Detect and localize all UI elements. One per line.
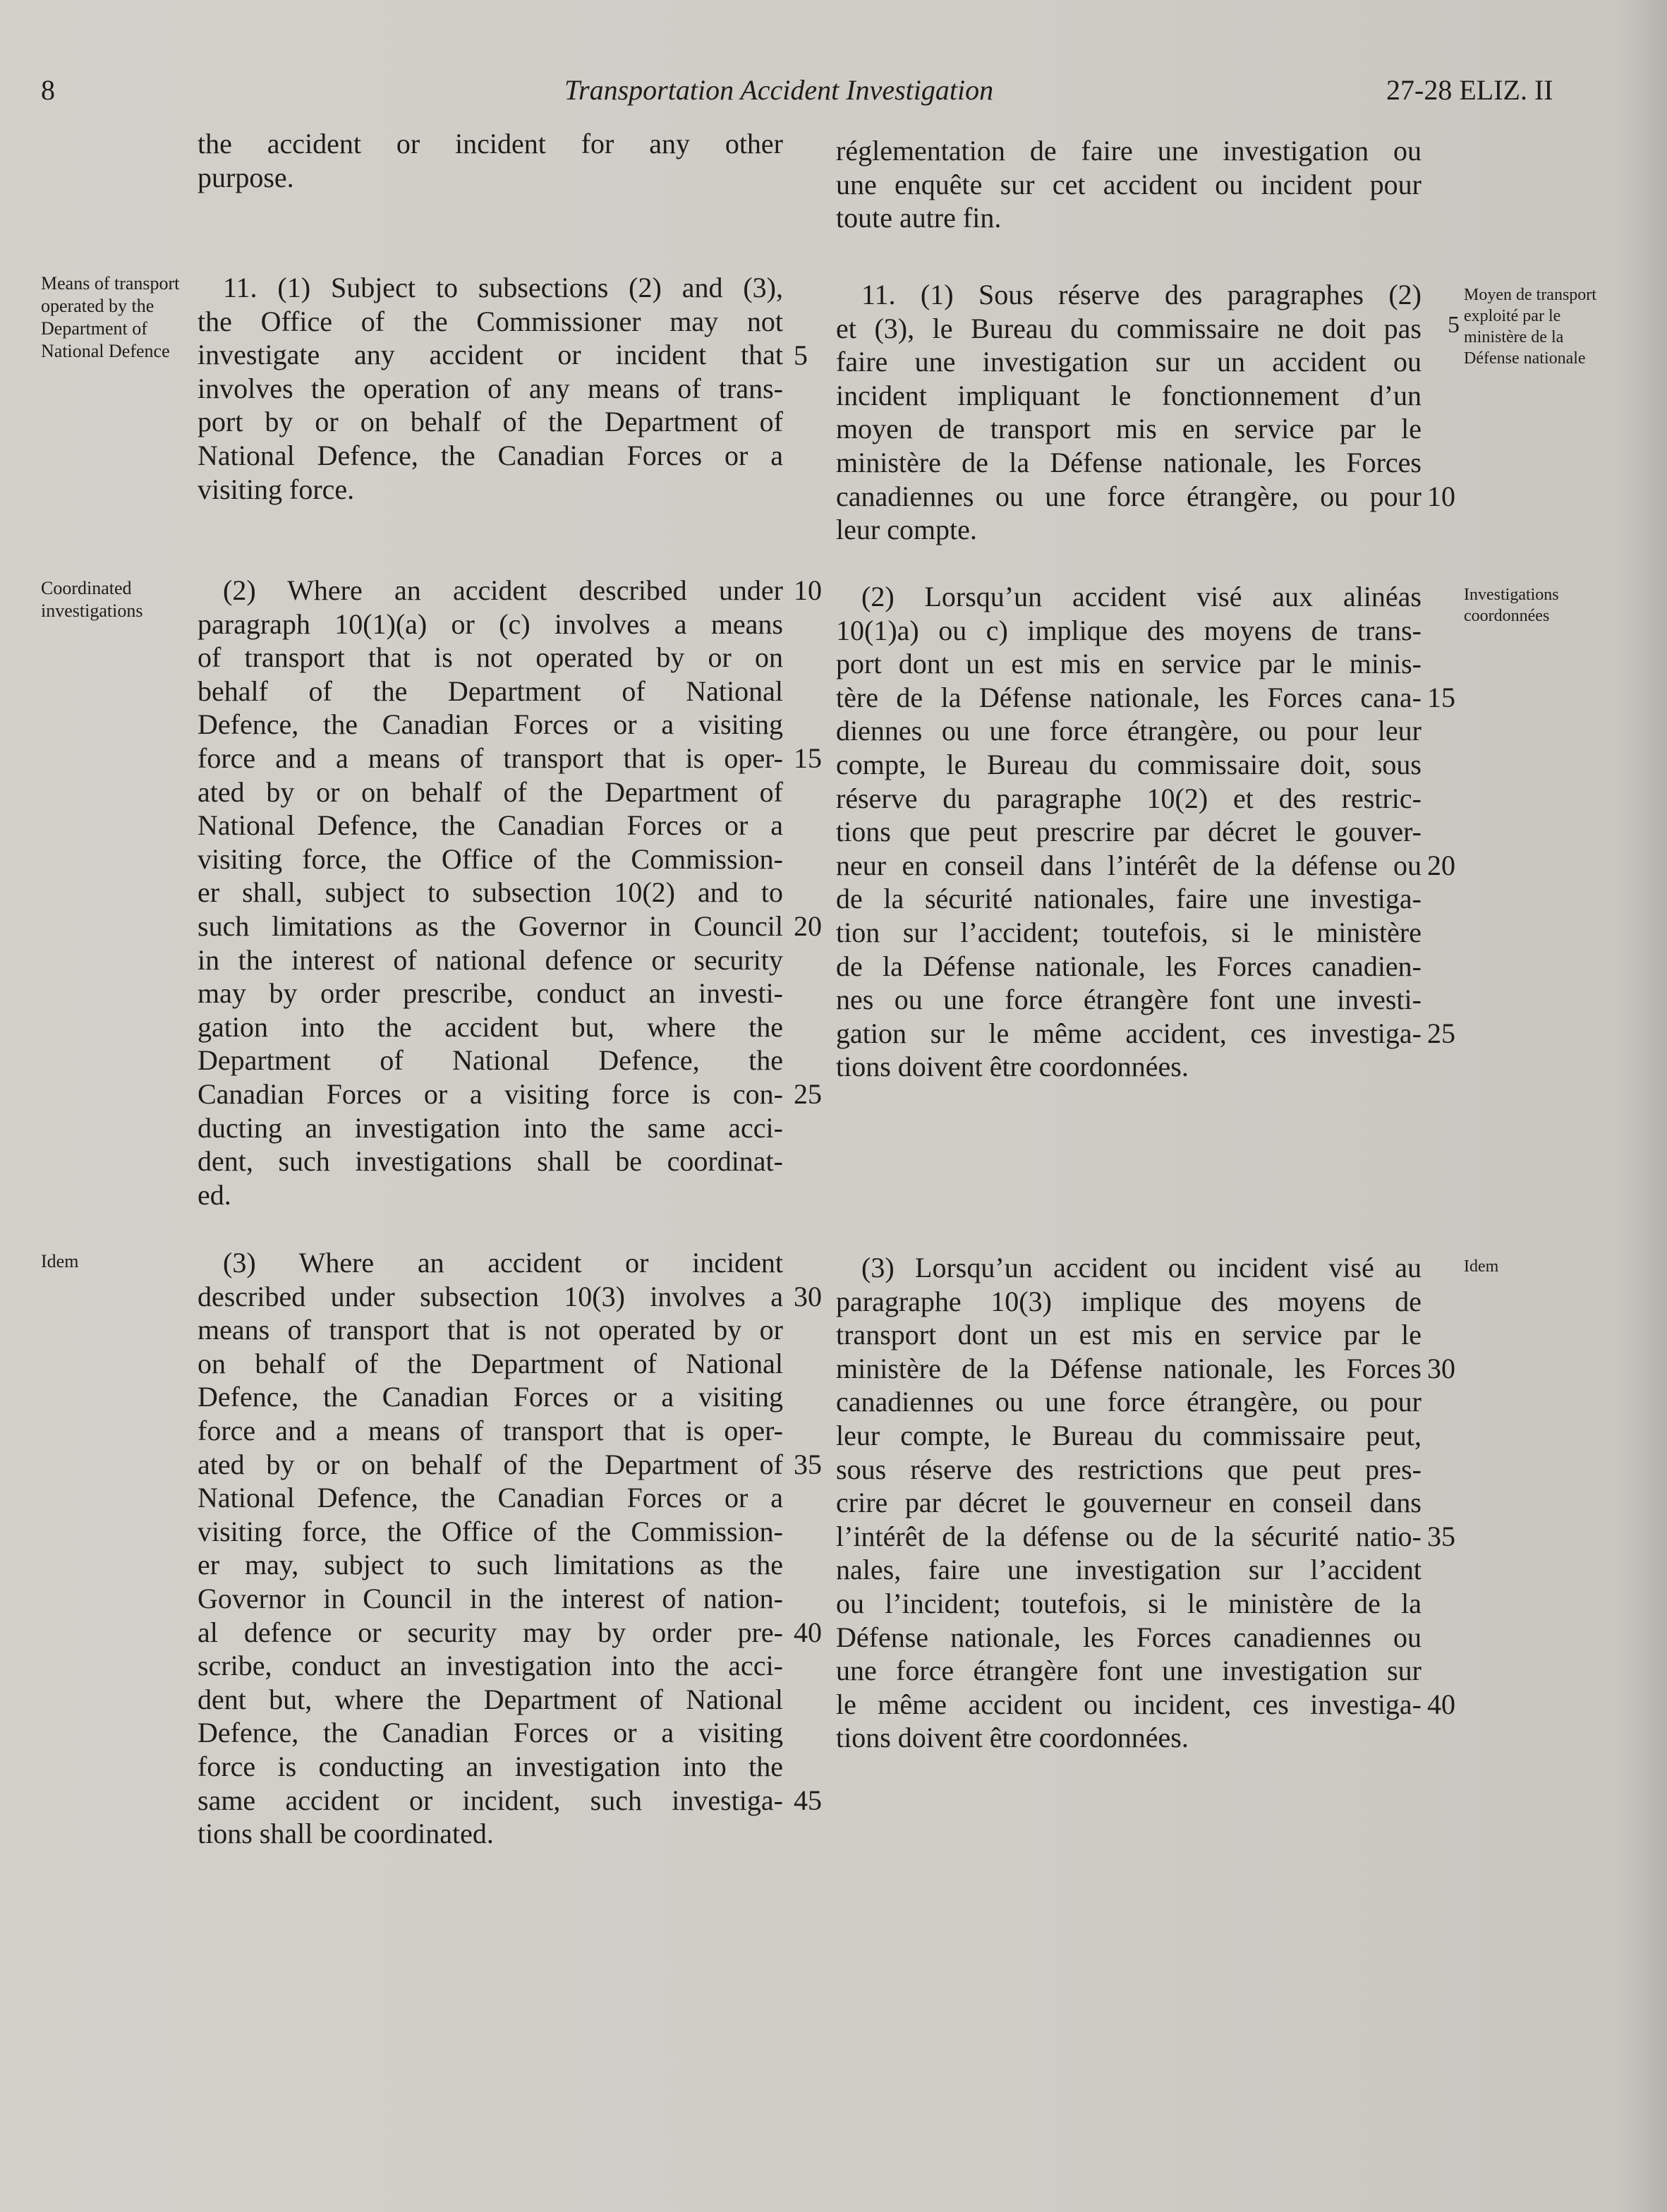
text-line: involves the operation of any means of trans- xyxy=(198,372,783,404)
text-line: de la sécurité nationales, faire une investiga- xyxy=(836,883,1422,915)
text-line: Défense nationale, les Forces canadiennes ou xyxy=(836,1621,1422,1653)
text-line: gation into the accident but, where the xyxy=(198,1010,783,1043)
text-line: incident impliquant le fonctionnement d’un xyxy=(836,379,1422,411)
text-line: nes ou une force étrangère font une investi- xyxy=(836,984,1422,1016)
text-line: same accident or incident, such investiga- xyxy=(198,1784,783,1816)
text-line: tions que peut prescrire par décret le gouver- xyxy=(836,816,1422,848)
text-line: ministère de la Défense nationale, les Forces xyxy=(836,1352,1422,1384)
text-line: purpose. xyxy=(198,161,294,193)
text-line: may by order prescribe, conduct an investi- xyxy=(198,977,783,1010)
fr-marginal-note-investigations: Investigations coordonnées xyxy=(1464,586,1559,625)
fr-marginal-note-idem: Idem xyxy=(1464,1257,1499,1276)
text-line: er may, subject to such limitations as the xyxy=(198,1549,783,1581)
en-intro-paragraph xyxy=(198,127,783,194)
text-line: paragraphe 10(3) implique des moyens de xyxy=(836,1285,1422,1317)
text-line: crire par décret le gouverneur en conseil dans xyxy=(836,1487,1422,1519)
fr-marginal-note-moyen-de-transport: Moyen de transport exploité par le ministère de la Défense nationale xyxy=(1464,286,1596,368)
en-section-11-1 xyxy=(198,271,783,506)
text-line: er shall, subject to subsection 10(2) and to xyxy=(198,876,783,909)
regnal-year: 27-28 ELIZ. II xyxy=(1386,74,1553,106)
text-line: Defence, the Canadian Forces or a visiting xyxy=(198,708,783,741)
text-line: visiting force, the Office of the Commission- xyxy=(198,842,783,875)
text-line: tère de la Défense nationale, les Forces cana- xyxy=(836,681,1422,713)
en-section-11-2 xyxy=(198,574,783,1211)
text-line: neur en conseil dans l’intérêt de la défense ou xyxy=(836,849,1422,881)
text-line: Department of National Defence, the xyxy=(198,1044,783,1077)
text-line: dent but, where the Department of National xyxy=(198,1683,783,1715)
text-line: (2) Where an accident described under xyxy=(223,574,783,606)
text-line: tions shall be coordinated. xyxy=(198,1818,494,1850)
fr-line-number: 25 xyxy=(1427,1017,1455,1049)
fr-line-number: 15 xyxy=(1427,682,1455,713)
en-line-number: 30 xyxy=(794,1281,822,1312)
en-line-number: 45 xyxy=(794,1784,822,1816)
en-line-number: 5 xyxy=(794,339,808,371)
en-line-number: 15 xyxy=(794,742,822,774)
en-line-number: 20 xyxy=(794,910,822,942)
fr-line-number: 30 xyxy=(1427,1353,1455,1384)
text-line: tions doivent être coordonnées. xyxy=(836,1051,1189,1083)
en-line-number: 35 xyxy=(794,1449,822,1480)
text-line: port dont un est mis en service par le minis- xyxy=(836,648,1422,680)
text-line: nales, faire une investigation sur l’accident xyxy=(836,1554,1422,1586)
en-line-number: 25 xyxy=(794,1078,822,1110)
text-line: port by or on behalf of the Department of xyxy=(198,406,783,438)
text-line: investigate any accident or incident that xyxy=(198,339,783,371)
text-line: means of transport that is not operated by or xyxy=(198,1314,783,1346)
text-line: sous réserve des restrictions que peut pres- xyxy=(836,1453,1422,1485)
text-line: Canadian Forces or a visiting force is con- xyxy=(198,1077,783,1110)
text-line: scribe, conduct an investigation into the acci- xyxy=(198,1650,783,1682)
text-line: (3) Where an accident or incident xyxy=(223,1247,783,1279)
text-line: such limitations as the Governor in Council xyxy=(198,909,783,942)
text-line: Governor in Council in the interest of nation- xyxy=(198,1582,783,1614)
text-line: the Office of the Commissioner may not xyxy=(198,305,783,337)
text-line: Defence, the Canadian Forces or a visiting xyxy=(198,1717,783,1749)
en-section-11-3 xyxy=(198,1246,783,1851)
text-line: visiting force, the Office of the Commission- xyxy=(198,1515,783,1547)
text-line: National Defence, the Canadian Forces or a xyxy=(198,1482,783,1514)
text-line: gation sur le même accident, ces investiga- xyxy=(836,1017,1422,1049)
en-marginal-note-coordinated: Coordinated investigations xyxy=(41,578,143,621)
text-line: réglementation de faire une investigation ou xyxy=(836,135,1422,167)
text-line: the accident or incident for any other xyxy=(198,128,783,159)
text-line: force and a means of transport that is oper- xyxy=(198,1414,783,1446)
text-line: tions doivent être coordonnées. xyxy=(836,1722,1189,1754)
text-line: réserve du paragraphe 10(2) et des restric- xyxy=(836,782,1422,814)
fr-line-number: 20 xyxy=(1427,850,1455,881)
en-line-number: 10 xyxy=(794,574,822,606)
text-line: National Defence, the Canadian Forces or a xyxy=(198,809,783,842)
text-line: of transport that is not operated by or on xyxy=(198,641,783,674)
text-line: toute autre fin. xyxy=(836,202,1002,234)
en-marginal-note-idem: Idem xyxy=(41,1251,79,1271)
text-line: visiting force. xyxy=(198,473,355,505)
text-line: (2) Lorsqu’un accident visé aux alinéas xyxy=(861,581,1422,612)
text-line: dent, such investigations shall be coordinat- xyxy=(198,1145,783,1178)
text-line: ed. xyxy=(198,1178,231,1211)
text-line: compte, le Bureau du commissaire doit, sous xyxy=(836,748,1422,780)
en-line-number: 40 xyxy=(794,1616,822,1648)
fr-section-11-3 xyxy=(836,1251,1422,1755)
text-line: canadiennes ou une force étrangère, ou pour xyxy=(836,480,1422,512)
text-line: tion sur l’accident; toutefois, si le ministère xyxy=(836,916,1422,948)
text-line: moyen de transport mis en service par le xyxy=(836,413,1422,445)
text-line: ated by or on behalf of the Department of xyxy=(198,775,783,808)
text-line: paragraph 10(1)(a) or (c) involves a means xyxy=(198,608,783,640)
text-line: le même accident ou incident, ces investiga- xyxy=(836,1688,1422,1720)
running-title: Transportation Accident Investigation xyxy=(564,74,994,106)
text-line: 11. (1) Sous réserve des paragraphes (2) xyxy=(861,279,1422,310)
text-line: force is conducting an investigation into the xyxy=(198,1750,783,1782)
text-line: described under subsection 10(3) involves a xyxy=(198,1280,783,1312)
text-line: ated by or on behalf of the Department of xyxy=(198,1448,783,1480)
text-line: et (3), le Bureau du commissaire ne doit pas xyxy=(836,312,1422,344)
text-line: behalf of the Department of National xyxy=(198,675,783,707)
fr-section-11-1 xyxy=(836,278,1422,547)
text-line: ducting an investigation into the same acci- xyxy=(198,1111,783,1144)
fr-line-number: 35 xyxy=(1427,1521,1455,1552)
text-line: de la Défense nationale, les Forces canadien- xyxy=(836,950,1422,982)
text-line: faire une investigation sur un accident ou xyxy=(836,346,1422,378)
text-line: force and a means of transport that is oper- xyxy=(198,742,783,774)
text-line: diennes ou une force étrangère, ou pour leur xyxy=(836,715,1422,747)
fr-line-number: 5 xyxy=(1448,312,1460,338)
text-line: on behalf of the Department of National xyxy=(198,1347,783,1379)
text-line: transport dont un est mis en service par le xyxy=(836,1319,1422,1351)
text-line: ministère de la Défense nationale, les Forces xyxy=(836,446,1422,478)
text-line: Defence, the Canadian Forces or a visiting xyxy=(198,1381,783,1413)
text-line: une enquête sur cet accident ou incident pour xyxy=(836,168,1422,200)
text-line: in the interest of national defence or security xyxy=(198,943,783,976)
text-line: al defence or security may by order pre- xyxy=(198,1616,783,1648)
fr-intro-paragraph xyxy=(836,134,1422,235)
text-line: 11. (1) Subject to subsections (2) and (3), xyxy=(223,272,783,303)
text-line: leur compte. xyxy=(836,514,977,546)
text-line: canadiennes ou une force étrangère, ou pour xyxy=(836,1386,1422,1418)
text-line: (3) Lorsqu’un accident ou incident visé au xyxy=(861,1252,1422,1283)
fr-line-number: 10 xyxy=(1427,481,1455,512)
text-line: 10(1)a) ou c) implique des moyens de trans- xyxy=(836,614,1422,646)
text-line: leur compte, le Bureau du commissaire peut, xyxy=(836,1419,1422,1451)
text-line: National Defence, the Canadian Forces or a xyxy=(198,439,783,471)
fr-section-11-2 xyxy=(836,580,1422,1084)
en-marginal-note-means-of-transport: Means of transport operated by the Department of National Defence xyxy=(41,273,180,361)
text-line: ou l’incident; toutefois, si le ministère de la xyxy=(836,1587,1422,1619)
text-line: une force étrangère font une investigation sur xyxy=(836,1655,1422,1687)
page-number: 8 xyxy=(41,74,55,106)
fr-line-number: 40 xyxy=(1427,1688,1455,1720)
text-line: l’intérêt de la défense ou de la sécurité natio- xyxy=(836,1520,1422,1552)
